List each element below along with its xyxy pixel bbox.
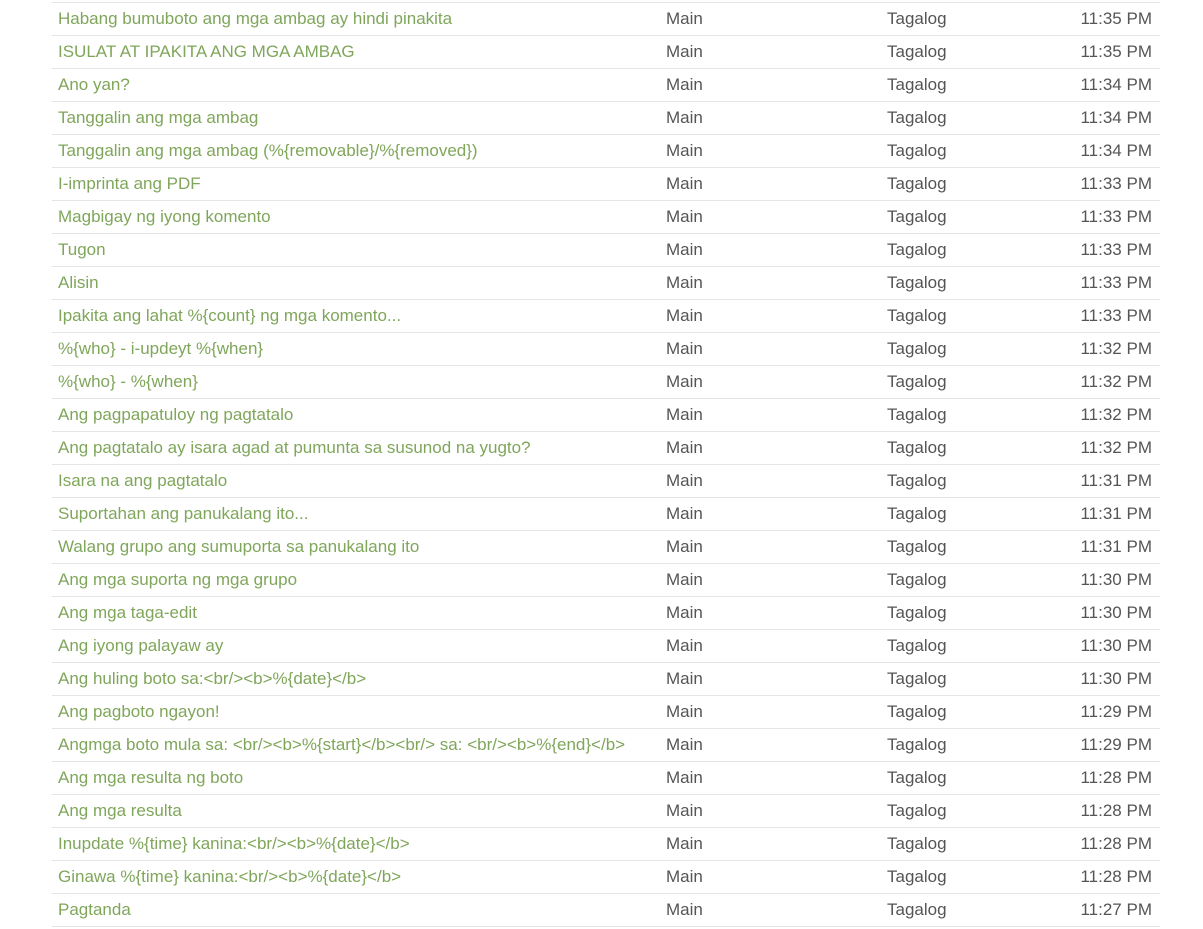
translation-link[interactable]: Ang pagpapatuloy ng pagtatalo [58, 405, 294, 424]
activity-table [52, 2, 1160, 927]
project-cell: Main [666, 306, 703, 325]
project-cell: Main [666, 174, 703, 193]
table-row [52, 366, 1160, 399]
translation-cell [52, 795, 666, 828]
project-cell: Main [666, 75, 703, 94]
timestamp-cell: 11:33 PM [1080, 207, 1152, 226]
language-cell: Tagalog [887, 174, 947, 193]
project-cell: Main [666, 372, 703, 391]
translation-link[interactable]: Alisin [58, 273, 99, 292]
project-cell: Main [666, 867, 703, 886]
project-cell: Main [666, 9, 703, 28]
language-cell: Tagalog [887, 636, 947, 655]
timestamp-cell: 11:33 PM [1080, 273, 1152, 292]
language-cell: Tagalog [887, 339, 947, 358]
translation-link[interactable]: Ang mga resulta [58, 801, 182, 820]
table-row [52, 69, 1160, 102]
table-row [52, 36, 1160, 69]
project-cell: Main [666, 669, 703, 688]
project-cell: Main [666, 735, 703, 754]
table-row [52, 795, 1160, 828]
project-cell: Main [666, 207, 703, 226]
timestamp-cell: 11:30 PM [1080, 603, 1152, 622]
translation-cell [52, 729, 666, 762]
translation-cell [52, 861, 666, 894]
translation-link[interactable]: Tugon [58, 240, 106, 259]
table-row [52, 234, 1160, 267]
translation-cell [52, 564, 666, 597]
translation-link[interactable]: Angmga boto mula sa: <br/><b>%{start}</b><br/> sa: <br/><b>%{end}</b> [58, 735, 626, 754]
language-cell: Tagalog [887, 900, 947, 919]
translation-link[interactable]: Ang huling boto sa:<br/><b>%{date}</b> [58, 669, 367, 688]
translation-link[interactable]: Ang mga suporta ng mga grupo [58, 570, 298, 589]
timestamp-cell: 11:30 PM [1080, 570, 1152, 589]
translation-cell [52, 399, 666, 432]
timestamp-cell: 11:27 PM [1080, 900, 1152, 919]
translation-link[interactable]: Ginawa %{time} kanina:<br/><b>%{date}</b> [58, 867, 402, 886]
table-row [52, 696, 1160, 729]
translation-link[interactable]: Ipakita ang lahat %{count} ng mga komento... [58, 306, 402, 325]
project-cell: Main [666, 108, 703, 127]
translation-link[interactable]: %{who} - i-updeyt %{when} [58, 339, 264, 358]
translation-link[interactable]: Ang mga taga-edit [58, 603, 197, 622]
translation-cell [52, 630, 666, 663]
translation-cell [52, 597, 666, 630]
timestamp-cell: 11:32 PM [1080, 405, 1152, 424]
project-cell: Main [666, 438, 703, 457]
timestamp-cell: 11:28 PM [1080, 801, 1152, 820]
table-row [52, 564, 1160, 597]
translation-link[interactable]: Habang bumuboto ang mga ambag ay hindi pinakita [58, 9, 453, 28]
table-row [52, 861, 1160, 894]
translation-cell [52, 300, 666, 333]
translation-link[interactable]: Ang pagtatalo ay isara agad at pumunta sa susunod na yugto? [58, 438, 531, 457]
timestamp-cell: 11:33 PM [1080, 306, 1152, 325]
project-cell: Main [666, 801, 703, 820]
translation-link[interactable]: Tanggalin ang mga ambag [58, 108, 259, 127]
language-cell: Tagalog [887, 570, 947, 589]
translation-cell [52, 366, 666, 399]
translation-link[interactable]: Suportahan ang panukalang ito... [58, 504, 309, 523]
language-cell: Tagalog [887, 801, 947, 820]
translation-cell [52, 663, 666, 696]
language-cell: Tagalog [887, 207, 947, 226]
project-cell: Main [666, 240, 703, 259]
project-cell: Main [666, 273, 703, 292]
timestamp-cell: 11:29 PM [1080, 702, 1152, 721]
project-cell: Main [666, 603, 703, 622]
language-cell: Tagalog [887, 702, 947, 721]
translation-link[interactable]: Ang iyong palayaw ay [58, 636, 224, 655]
language-cell: Tagalog [887, 735, 947, 754]
translation-link[interactable]: I-imprinta ang PDF [58, 174, 201, 193]
language-cell: Tagalog [887, 372, 947, 391]
translation-cell [52, 828, 666, 861]
language-cell: Tagalog [887, 141, 947, 160]
translation-cell [52, 531, 666, 564]
language-cell: Tagalog [887, 504, 947, 523]
translation-cell [52, 69, 666, 102]
translation-cell [52, 894, 666, 927]
language-cell: Tagalog [887, 9, 947, 28]
translation-cell [52, 267, 666, 300]
translation-link[interactable]: Ano yan? [58, 75, 130, 94]
table-row [52, 267, 1160, 300]
table-row [52, 201, 1160, 234]
project-cell: Main [666, 42, 703, 61]
table-row [52, 597, 1160, 630]
language-cell: Tagalog [887, 537, 947, 556]
translation-link[interactable]: Walang grupo ang sumuporta sa panukalang ito [58, 537, 420, 556]
timestamp-cell: 11:35 PM [1080, 42, 1152, 61]
timestamp-cell: 11:34 PM [1080, 141, 1152, 160]
activity-table-body [52, 3, 1160, 927]
table-row [52, 729, 1160, 762]
table-row [52, 465, 1160, 498]
project-cell: Main [666, 834, 703, 853]
language-cell: Tagalog [887, 108, 947, 127]
timestamp-cell: 11:28 PM [1080, 867, 1152, 886]
table-row [52, 333, 1160, 366]
table-row [52, 630, 1160, 663]
language-cell: Tagalog [887, 273, 947, 292]
language-cell: Tagalog [887, 75, 947, 94]
table-row [52, 3, 1160, 36]
language-cell: Tagalog [887, 306, 947, 325]
timestamp-cell: 11:28 PM [1080, 834, 1152, 853]
language-cell: Tagalog [887, 603, 947, 622]
project-cell: Main [666, 702, 703, 721]
timestamp-cell: 11:31 PM [1080, 537, 1152, 556]
translation-link[interactable]: Magbigay ng iyong komento [58, 207, 271, 226]
timestamp-cell: 11:35 PM [1080, 9, 1152, 28]
table-row [52, 102, 1160, 135]
translation-link[interactable]: Ang mga resulta ng boto [58, 768, 244, 787]
translation-cell [52, 762, 666, 795]
timestamp-cell: 11:32 PM [1080, 372, 1152, 391]
timestamp-cell: 11:34 PM [1080, 75, 1152, 94]
translation-link[interactable]: Tanggalin ang mga ambag (%{removable}/%{removed}) [58, 141, 478, 160]
translation-cell [52, 201, 666, 234]
translation-link[interactable]: Isara na ang pagtatalo [58, 471, 228, 490]
translation-cell [52, 465, 666, 498]
project-cell: Main [666, 537, 703, 556]
table-row [52, 432, 1160, 465]
language-cell: Tagalog [887, 669, 947, 688]
project-cell: Main [666, 768, 703, 787]
translation-cell [52, 168, 666, 201]
table-row [52, 531, 1160, 564]
language-cell: Tagalog [887, 405, 947, 424]
language-cell: Tagalog [887, 438, 947, 457]
project-cell: Main [666, 504, 703, 523]
timestamp-cell: 11:31 PM [1080, 471, 1152, 490]
project-cell: Main [666, 471, 703, 490]
language-cell: Tagalog [887, 867, 947, 886]
translation-link[interactable]: %{who} - %{when} [58, 372, 198, 391]
translation-cell [52, 102, 666, 135]
timestamp-cell: 11:30 PM [1080, 636, 1152, 655]
table-row [52, 399, 1160, 432]
translation-cell [52, 3, 666, 36]
translation-cell [52, 234, 666, 267]
translation-cell [52, 135, 666, 168]
translation-cell [52, 696, 666, 729]
translation-cell [52, 498, 666, 531]
timestamp-cell: 11:30 PM [1080, 669, 1152, 688]
timestamp-cell: 11:31 PM [1080, 504, 1152, 523]
timestamp-cell: 11:33 PM [1080, 174, 1152, 193]
language-cell: Tagalog [887, 471, 947, 490]
project-cell: Main [666, 636, 703, 655]
language-cell: Tagalog [887, 834, 947, 853]
translation-link[interactable]: ISULAT AT IPAKITA ANG MGA AMBAG [58, 42, 355, 61]
translation-cell [52, 432, 666, 465]
table-row [52, 828, 1160, 861]
language-cell: Tagalog [887, 240, 947, 259]
table-row [52, 762, 1160, 795]
translation-link[interactable]: Pagtanda [58, 900, 131, 919]
table-row [52, 663, 1160, 696]
project-cell: Main [666, 570, 703, 589]
timestamp-cell: 11:29 PM [1080, 735, 1152, 754]
translation-cell [52, 36, 666, 69]
project-cell: Main [666, 405, 703, 424]
language-cell: Tagalog [887, 42, 947, 61]
timestamp-cell: 11:28 PM [1080, 768, 1152, 787]
project-cell: Main [666, 900, 703, 919]
timestamp-cell: 11:32 PM [1080, 339, 1152, 358]
table-row [52, 300, 1160, 333]
table-row [52, 168, 1160, 201]
table-row [52, 135, 1160, 168]
timestamp-cell: 11:34 PM [1080, 108, 1152, 127]
project-cell: Main [666, 141, 703, 160]
table-row [52, 894, 1160, 927]
timestamp-cell: 11:32 PM [1080, 438, 1152, 457]
table-row [52, 498, 1160, 531]
project-cell: Main [666, 339, 703, 358]
translation-cell [52, 333, 666, 366]
language-cell: Tagalog [887, 768, 947, 787]
timestamp-cell: 11:33 PM [1080, 240, 1152, 259]
translation-link[interactable]: Inupdate %{time} kanina:<br/><b>%{date}</b> [58, 834, 410, 853]
translation-link[interactable]: Ang pagboto ngayon! [58, 702, 220, 721]
